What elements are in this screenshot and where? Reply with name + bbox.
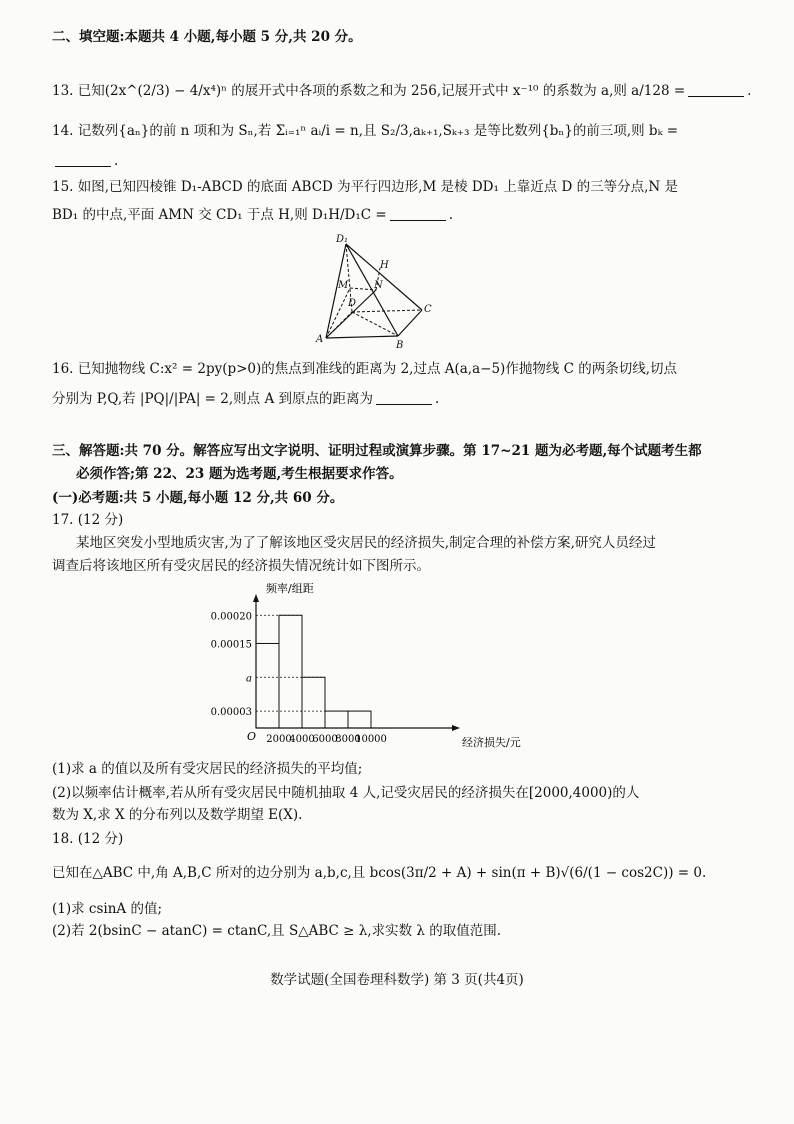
histogram-bar: [348, 711, 371, 728]
question-14: [52, 122, 752, 140]
label-a: A: [316, 334, 324, 345]
histogram-chart: [206, 578, 566, 752]
edge-a-b: [326, 336, 398, 338]
q18-title: 18. (12 分): [52, 831, 124, 847]
q16-answer-blank[interactable]: [376, 404, 432, 405]
x-tick-label: 2000: [266, 734, 292, 745]
q13-answer-blank[interactable]: [688, 96, 744, 97]
y-axis-arrow: [253, 594, 259, 602]
q17-line2: 调查后将该地区所有受灾居民的经济损失情况统计如下图所示。: [52, 558, 430, 574]
x-tick-label: 10000: [355, 734, 387, 745]
x-axis-arrow: [452, 725, 460, 731]
q15-answer-blank[interactable]: [390, 220, 446, 221]
section3-subheading: (一)必考题:共 5 小题,每小题 12 分,共 60 分。: [52, 490, 344, 506]
x-tick-label: 4000: [289, 734, 315, 745]
label-c: C: [424, 304, 432, 315]
y-tick-label: 0.00015: [210, 639, 252, 651]
histogram-bar: [302, 677, 325, 728]
q14-text: 14. 记数列{aₙ}的前 n 项和为 Sₙ,若 Σᵢ₌₁ⁿ aᵢ/i = n,且 S₂/3,aₖ₊₁,Sₖ₊₃ 是等比数列{bₙ}的前三项,则 bₖ =: [52, 123, 679, 139]
q17-part1: (1)求 a 的值以及所有受灾居民的经济损失的平均值;: [52, 761, 363, 777]
y-tick-label: 0.00020: [210, 611, 252, 623]
histogram-dash-lines: [256, 615, 371, 711]
label-d: D: [348, 298, 357, 309]
label-b: B: [396, 340, 404, 350]
x-tick-label: 6000: [312, 734, 338, 745]
question-14-answer-line: .: [52, 152, 752, 170]
q15-line2-text: BD₁ 的中点,平面 AMN 交 CD₁ 于点 H,则 D₁H/D₁C =: [52, 207, 387, 223]
x-axis-label: 经济损失/元: [462, 736, 521, 749]
edge-d1-a: [326, 244, 346, 338]
edge-d1-c: [346, 244, 422, 310]
edge-b-c: [398, 310, 422, 336]
origin-label: O: [247, 730, 257, 743]
question-15-line2: BD₁ 的中点,平面 AMN 交 CD₁ 于点 H,则 D₁H/D₁C = .: [52, 207, 454, 223]
x-tick-label: 8000: [335, 734, 361, 745]
y-tick-label: a: [246, 673, 252, 685]
q13-text: 13. 已知(2x^(2/3) − 4/x⁴)ⁿ 的展开式中各项的系数之和为 256,记展开式中 x⁻¹⁰ 的系数为 a,则 a/128 =: [52, 83, 686, 99]
q17-title: 17. (12 分): [52, 512, 124, 528]
histogram-bar: [256, 643, 279, 728]
q16-line2-text: 分别为 P,Q,若 |PQ|/|PA| = 2,则点 A 到原点的距离为: [52, 391, 374, 407]
label-h: H: [380, 260, 389, 271]
question-13: 13. 已知(2x^(2/3) − 4/x⁴)ⁿ 的展开式中各项的系数之和为 256,记展开式中 x⁻¹⁰ 的系数为 a,则 a/128 = .: [52, 83, 752, 99]
q17-part2-line1: (2)以频率估计概率,若从所有受灾居民中随机抽取 4 人,记受灾居民的经济损失在[2000,4000)的人: [52, 785, 640, 801]
section3-heading-line1: 三、解答题:共 70 分。解答应写出文字说明、证明过程或演算步骤。第 17~21 题为必考题,每个试题考生都: [52, 443, 702, 459]
y-tick-label: 0.00003: [210, 707, 252, 719]
section2-heading: 二、填空题:本题共 4 小题,每小题 5 分,共 20 分。: [52, 29, 362, 45]
section3-heading-line2: 必须作答;第 22、23 题为选考题,考生根据要求作答。: [76, 466, 403, 482]
pyramid-figure: [306, 230, 446, 350]
y-axis-label: 频率/组距: [266, 582, 314, 595]
histogram-bar: [325, 711, 348, 728]
label-n: N: [374, 280, 383, 291]
q17-line1: 某地区突发小型地质灾害,为了了解该地区受灾居民的经济损失,制定合理的补偿方案,研究人员经过: [76, 535, 656, 551]
q18-part2: (2)若 2(bsinC − atanC) = ctanC,且 S△ABC ≥ λ,求实数 λ 的取值范围.: [52, 923, 501, 939]
label-d1: D₁: [336, 234, 349, 245]
q17-part2-line2: 数为 X,求 X 的分布列以及数学期望 E(X).: [52, 807, 303, 823]
q16-line1: 16. 已知抛物线 C:x² = 2py(p>0)的焦点到准线的距离为 2,过点 A(a,a−5)作抛物线 C 的两条切线,切点: [52, 361, 678, 377]
histogram-bar: [279, 615, 302, 728]
label-m: M: [338, 280, 349, 291]
question-16-line2: 分别为 P,Q,若 |PQ|/|PA| = 2,则点 A 到原点的距离为 .: [52, 391, 440, 407]
edge-d-c: [352, 310, 422, 312]
section-a-m: [326, 288, 350, 338]
q14-answer-blank[interactable]: [55, 166, 111, 167]
q18-part1: (1)求 csinA 的值;: [52, 901, 163, 917]
page-footer: 数学试题(全国卷理科数学) 第 3 页(共4页): [270, 972, 524, 988]
q15-line1: 15. 如图,已知四棱锥 D₁-ABCD 的底面 ABCD 为平行四边形,M 是棱 DD₁ 上靠近点 D 的三等分点,N 是: [52, 179, 679, 195]
q18-line1: 已知在△ABC 中,角 A,B,C 所对的边分别为 a,b,c,且 bcos(3π/2 + A) + sin(π + B)√(6/(1 − cos2C)) = 0.: [52, 865, 707, 881]
